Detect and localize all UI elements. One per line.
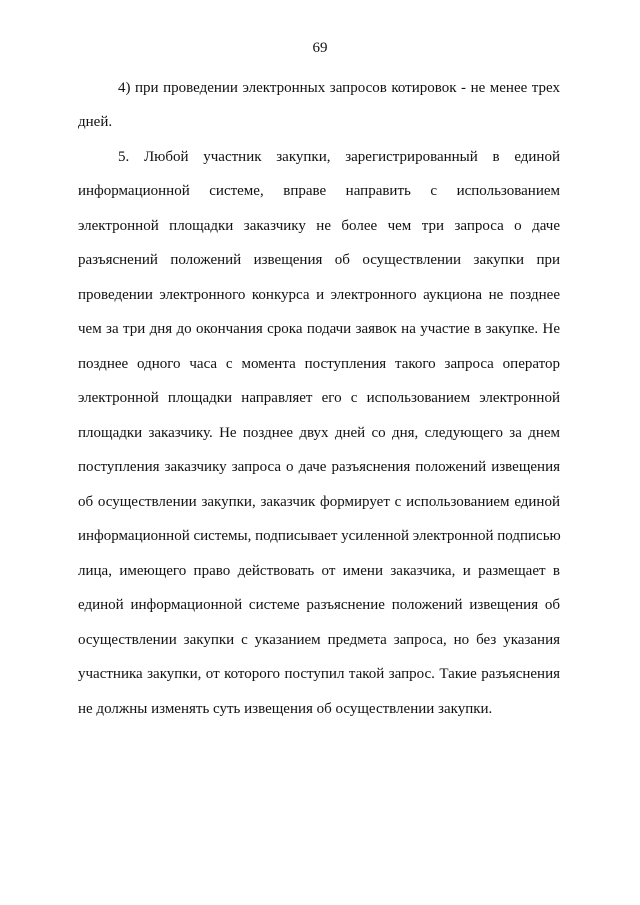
text-line: информационной системе, вправе направить с использованием	[78, 183, 560, 199]
text-line: поступления заказчику запроса о даче разъяснения положений извещения	[78, 459, 560, 475]
text-line: электронной площадки заказчику не более чем три запроса о даче	[78, 218, 560, 234]
text-line: лица, имеющего право действовать от имени заказчика, и размещает в	[78, 563, 560, 579]
text-line: позднее одного часа с момента поступления такого запроса оператор	[78, 356, 560, 372]
text-line: 4) при проведении электронных запросов котировок - не менее трех	[118, 80, 560, 96]
text-line: участника закупки, от которого поступил такой запрос. Такие разъяснения	[78, 666, 560, 682]
text-line: разъяснений положений извещения об осуществлении закупки при	[78, 252, 560, 268]
text-line: дней.	[78, 114, 113, 130]
text-line: 5. Любой участник закупки, зарегистрированный в единой	[118, 149, 560, 165]
text-line: площадки заказчику. Не позднее двух дней со дня, следующего за днем	[78, 425, 560, 441]
text-line: об осуществлении закупки, заказчик формирует с использованием единой	[78, 494, 560, 510]
page-number: 69	[312, 40, 328, 56]
text-line: информационной системы, подписывает усиленной электронной подписью	[78, 528, 561, 544]
text-line: не должны изменять суть извещения об осуществлении закупки.	[78, 701, 493, 717]
text-line: электронной площадки направляет его с использованием электронной	[78, 390, 560, 406]
text-line: проведении электронного конкурса и электронного аукциона не позднее	[78, 287, 560, 303]
text-line: чем за три дня до окончания срока подачи заявок на участие в закупке. Не	[78, 321, 560, 337]
text-line: единой информационной системе разъяснение положений извещения об	[78, 597, 560, 613]
text-line: осуществлении закупки с указанием предмета запроса, но без указания	[78, 632, 560, 648]
